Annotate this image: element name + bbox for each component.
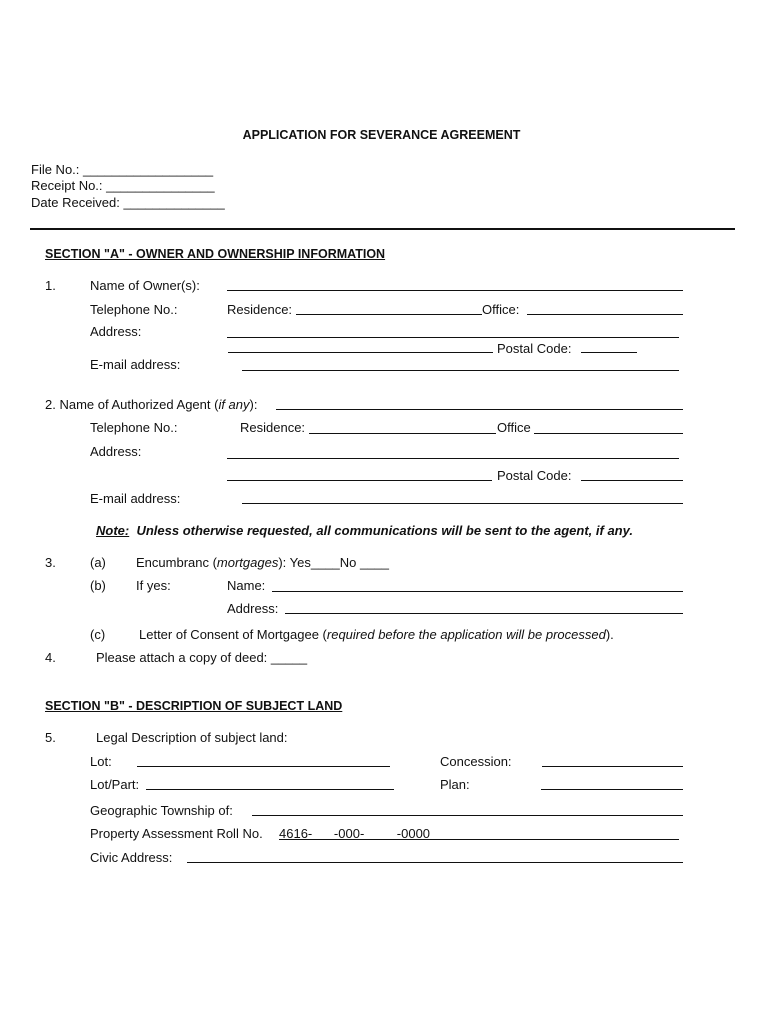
agent-email-label: E-mail address: (90, 491, 181, 506)
section-b-heading: SECTION "B" - DESCRIPTION OF SUBJECT LAND (45, 699, 343, 713)
mortgagee-address-label: Address: (227, 601, 279, 616)
agent-residence-label: Residence: (240, 420, 306, 435)
q5-number: 5. (45, 730, 56, 745)
civic-address-label: Civic Address: (90, 850, 173, 865)
receipt-no-field[interactable]: Receipt No.: _______________ (31, 178, 215, 193)
township-label: Geographic Township of: (90, 803, 233, 818)
agent-address-line-2[interactable] (227, 480, 492, 481)
roll-number-label: Property Assessment Roll No. (90, 826, 263, 841)
lot-field[interactable] (137, 766, 390, 767)
owner-residence-label: Residence: (227, 302, 293, 317)
lot-label: Lot: (90, 754, 112, 769)
page-title: APPLICATION FOR SEVERANCE AGREEMENT (242, 128, 521, 142)
agent-address-line-1[interactable] (227, 458, 679, 459)
q3c-marker: (c) (90, 627, 106, 642)
owner-address-line-1[interactable] (227, 337, 679, 338)
agent-note (96, 523, 633, 538)
owner-address-label: Address: (90, 324, 142, 339)
roll-number-value[interactable]: 4616- -000- -0000 (279, 826, 431, 841)
owner-residence-field[interactable] (296, 314, 482, 315)
agent-office-field[interactable] (534, 433, 683, 434)
owner-address-line-2[interactable] (228, 352, 493, 353)
plan-label: Plan: (440, 777, 470, 792)
owner-email-label: E-mail address: (90, 357, 181, 372)
encumbrance-question[interactable]: Encumbranc (mortgages): Yes____No ____ (136, 555, 389, 570)
deed-copy-field[interactable]: Please attach a copy of deed: _____ (96, 650, 308, 665)
header-divider (30, 228, 735, 230)
agent-postal-code-label: Postal Code: (497, 468, 572, 483)
agent-telephone-label: Telephone No.: (90, 420, 178, 435)
mortgagee-name-label: Name: (227, 578, 266, 593)
township-field[interactable] (252, 815, 683, 816)
lot-part-label: Lot/Part: (90, 777, 140, 792)
file-no-field[interactable]: File No.: __________________ (31, 162, 214, 177)
plan-field[interactable] (541, 789, 683, 790)
date-received-field[interactable]: Date Received: ______________ (31, 195, 225, 210)
owner-postal-code-label: Postal Code: (497, 341, 572, 356)
agent-residence-field[interactable] (309, 433, 496, 434)
q4-number: 4. (45, 650, 56, 665)
agent-name-label: 2. Name of Authorized Agent (if any): (45, 397, 258, 412)
owner-office-label: Office: (482, 302, 520, 317)
q3b-marker: (b) (90, 578, 106, 593)
owner-email-field[interactable] (242, 370, 679, 371)
agent-postal-code-field[interactable] (581, 480, 683, 481)
civic-address-field[interactable] (187, 862, 683, 863)
owner-name-label: Name of Owner(s): (90, 278, 200, 293)
consent-letter-text: Letter of Consent of Mortgagee (required before the application will be processed). (139, 627, 614, 642)
owner-office-field[interactable] (527, 314, 683, 315)
owner-telephone-label: Telephone No.: (90, 302, 178, 317)
owner-name-field[interactable] (227, 290, 683, 291)
agent-office-label: Office (497, 420, 531, 435)
owner-postal-code-field[interactable] (581, 352, 637, 353)
concession-label: Concession: (440, 754, 512, 769)
roll-number-field[interactable] (279, 839, 679, 840)
agent-name-field[interactable] (276, 409, 683, 410)
mortgagee-name-field[interactable] (272, 591, 683, 592)
agent-email-field[interactable] (242, 503, 683, 504)
mortgagee-address-field[interactable] (285, 613, 683, 614)
q3a-marker: (a) (90, 555, 106, 570)
legal-description-label: Legal Description of subject land: (96, 730, 288, 745)
agent-address-label: Address: (90, 444, 142, 459)
q3-number: 3. (45, 555, 56, 570)
q1-number: 1. (45, 278, 56, 293)
concession-field[interactable] (542, 766, 683, 767)
if-yes-label: If yes: (136, 578, 171, 593)
note-label: Note: (96, 523, 130, 538)
section-a-heading: SECTION "A" - OWNER AND OWNERSHIP INFORMATION (45, 247, 386, 261)
note-text: Unless otherwise requested, all communications will be sent to the agent, if any. (136, 523, 633, 538)
lot-part-field[interactable] (146, 789, 394, 790)
